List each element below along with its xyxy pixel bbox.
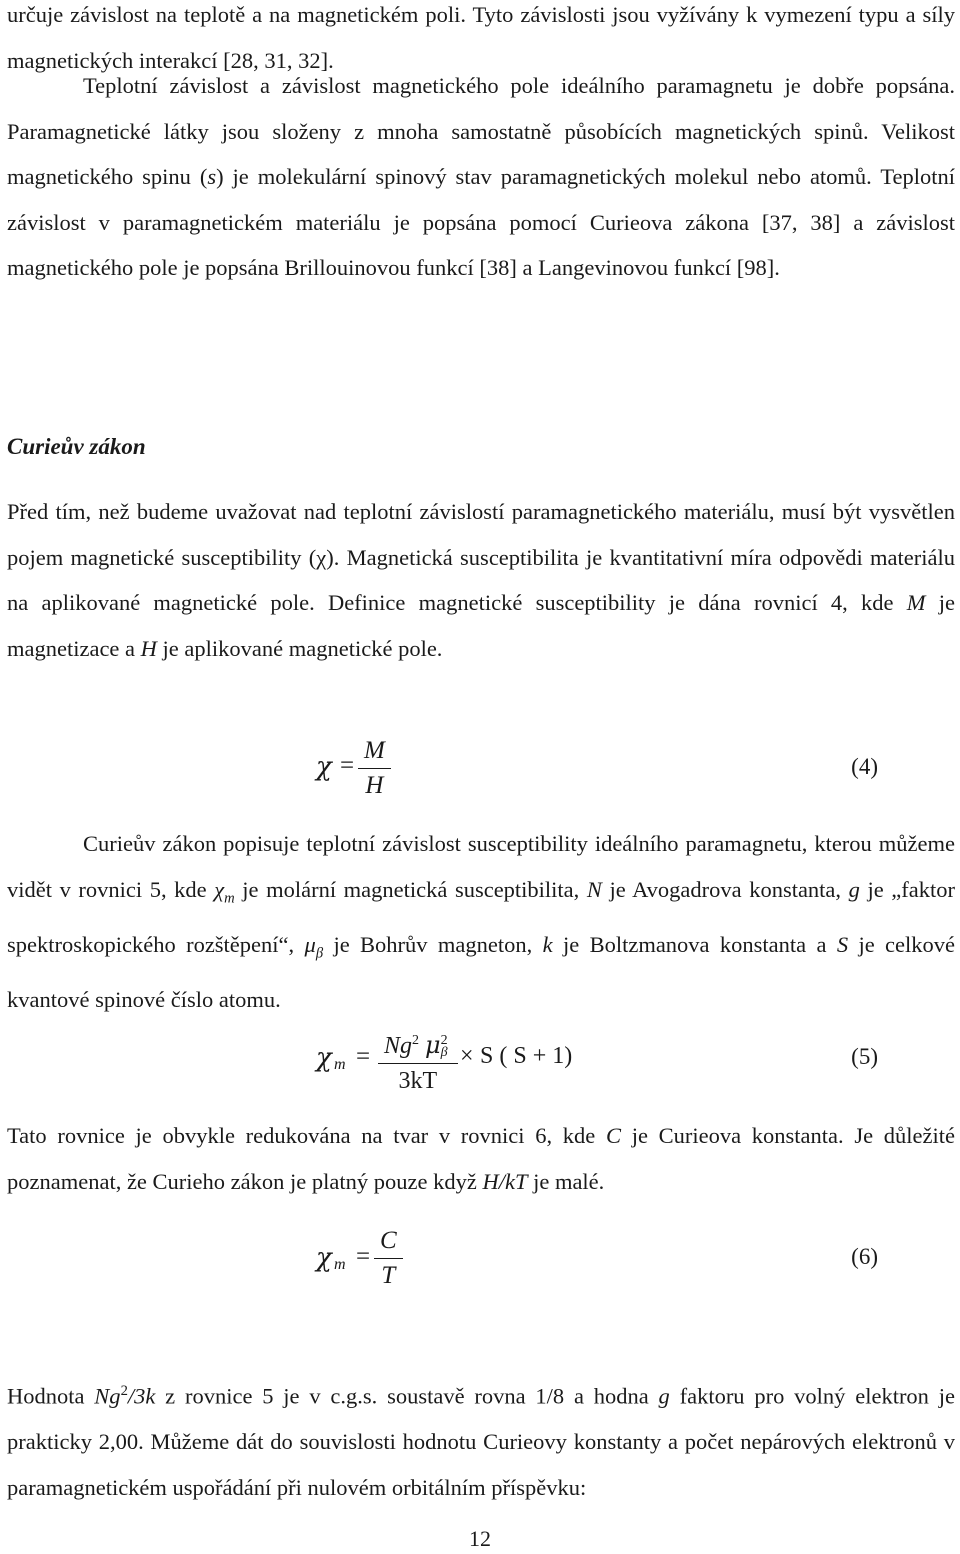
paragraph-curie-law [7,821,955,1022]
paragraph-susceptibility [7,489,955,671]
eq6-equals: = [356,1243,371,1270]
eq5-mu-sub: β [440,1045,448,1061]
eq5-den-text: 3kT [398,1068,438,1094]
text-run: je celkové kvantové spinové číslo atomu. [7,931,956,1012]
text-run: ) je molekulární spinový stav paramagnetických molekul nebo atomů. Teplotní závislost v paramagnetickém materiálu je popsána pomocí Curieova zákona [37, 38] a závislost magnetického pole je popsána Brillouinovou funkcí [38] a Langevinovou funkcí [98]. [7,164,955,280]
eq4-equals: = [340,752,355,779]
paragraph-value [7,1369,955,1510]
eq6-numerator: C [374,1224,403,1259]
text-run: Teplotní závislost a závislost magnetického pole ideálního paramagnetu je dobře popsána. Paramagnetické látky jsou složeny z mnoha samostatně působících magnetických spinů. Velikost magnetického spinu ( [7,73,955,189]
eq4-denominator: H [365,772,384,799]
text-run: je Boltzmanova konstanta a [552,931,837,957]
symbol-M: M [906,590,926,615]
eq5-chi: χ [316,1043,332,1073]
eq6-fraction [374,1224,403,1293]
symbol-k: k [542,931,553,957]
eq6-denominator: T [381,1262,396,1289]
text-run: je Avogadrova konstanta, [601,876,849,902]
text-run: je aplikované magnetické pole. [156,635,443,661]
text-run: je Bohrův magneton, [323,931,543,957]
eq4-number: (4) [851,754,878,779]
symbol-chi: χ [214,876,225,902]
paragraph-reduction [7,1113,955,1204]
eq6-number: (6) [851,1244,878,1269]
symbol-N: N [586,876,602,902]
eq5-mu-sup: 2 [440,1033,448,1049]
symbol-g: g [848,876,860,902]
text-run: je Curieova konstanta. Je důležité poznamenat, že Curieho zákon je platný pouze když [7,1123,955,1194]
symbol-S: S [836,931,849,957]
text-run: je „faktor spektroskopického rozštěpení“, [7,876,955,957]
eq5-fraction [378,1024,458,1098]
eq4-fraction [358,734,391,803]
eq6-sub-m: m [334,1256,346,1273]
eq5-rhs: S ( S + 1) [480,1043,573,1069]
page-number: 12 [469,1526,491,1551]
eq5-number: (5) [851,1044,878,1069]
text-run: Hodnota [7,1383,95,1409]
eq5-equals: = [356,1043,371,1070]
eq5-sub-m: m [334,1056,346,1073]
eq4-chi: χ [316,752,332,782]
paragraph-paramagnet [7,63,955,291]
symbol-H: H [140,635,157,661]
symbol-HkT: H/kT [482,1168,528,1194]
symbol-3k: /3k [127,1383,156,1409]
symbol-m: m [224,890,235,906]
symbol-mu: μ [304,931,316,957]
symbol-sup2: 2 [120,1383,128,1399]
text-run: je malé. [527,1168,605,1194]
symbol-C: C [605,1123,621,1148]
symbol-g: g [658,1383,670,1409]
text-run: Curieův zákon popisuje teplotní závislost susceptibility ideálního paramagnetu, kterou můžeme vidět v rovnici 5, kde [7,831,955,902]
eq5-numerator [378,1024,458,1064]
eq5-times: × [460,1043,474,1069]
symbol-beta: β [315,945,324,961]
symbol-Ng: Ng [94,1383,121,1409]
text-run: z rovnice 5 je v c.g.s. soustavě rovna 1/8 a hodna [155,1383,659,1409]
eq5-sup: 2 [412,1033,420,1048]
text-run: je magnetizace a [7,590,955,661]
symbol-s: s [207,164,217,189]
eq5-Ng: Ng [384,1033,413,1059]
section-heading: Curieův zákon [7,434,146,459]
text-run: faktoru pro volný elektron je prakticky 2,00. Můžeme dát do souvislosti hodnotu Curieovy konstanty a počet nepárových elektronů v paramagnetickém uspořádání při nulovém orbitálním příspěvku: [7,1383,955,1500]
eq5-mu: μ [425,1031,441,1059]
text-run: Tato rovnice je obvykle redukována na tvar v rovnici 6, kde [7,1123,606,1148]
paragraph-intro-text: určuje závislost na teplotě a na magnetickém poli. Tyto závislosti jsou vyžívány k vymezení typu a síly magnetických interakcí [28, 31, 32]. [7,2,955,73]
eq4-numerator: M [358,734,391,769]
eq6-chi: χ [316,1243,332,1273]
text-run: Před tím, než budeme uvažovat nad teplotní závislostí paramagnetického materiálu, musí být vysvětlen pojem magnetické susceptibility (χ). Magnetická susceptibilita je kvantitativní míra odpovědi materiálu na aplikované magnetické pole. Definice magnetické susceptibility je dána rovnicí 4, kde [7,499,955,615]
eq5-denominator [378,1064,458,1098]
text-run: je molární magnetická susceptibilita, [234,876,587,902]
